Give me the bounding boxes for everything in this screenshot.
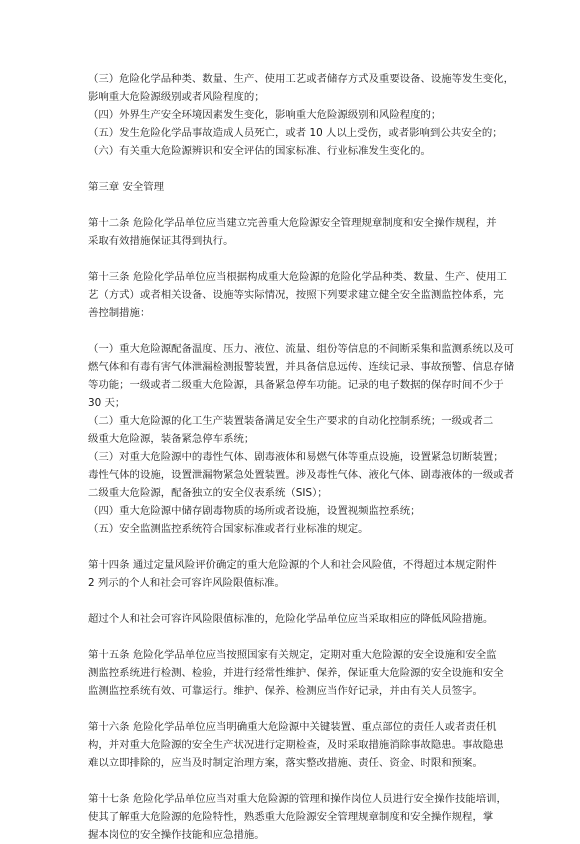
paragraph xyxy=(88,340,515,538)
text-line: 善控制措施： xyxy=(88,307,151,319)
text-line: 级重大危险源，装备紧急停车系统； xyxy=(88,433,255,445)
text-line: 毒性气体的设施，设置泄漏物紧急处置装置。涉及毒性气体、液化气体、剧毒液体的一级或者 xyxy=(88,469,515,481)
paragraph xyxy=(88,70,515,160)
paragraph xyxy=(88,790,506,844)
text-line: 艺（方式）或者相关设备、设施等实际情况，按照下列要求建立健全安全监测监控体系，完 xyxy=(88,289,504,301)
text-line: （五）安全监测监控系统符合国家标准或者行业标准的规定。 xyxy=(88,523,369,535)
text-line: 采取有效措施保证其得到执行。 xyxy=(88,235,234,247)
text-line: （三）危险化学品种类、数量、生产、使用工艺或者储存方式及重要设备、设施等发生变化， xyxy=(88,73,515,85)
paragraph xyxy=(88,178,506,196)
text-line: 构，并对重大危险源的安全生产状况进行定期检查，及时采取措施消除事故隐患。事故隐患 xyxy=(88,739,504,751)
text-line: 第十七条 危险化学品单位应当对重大危险源的管理和操作岗位人员进行安全操作技能培训， xyxy=(88,793,507,805)
text-line: （四）重大危险源中储存剧毒物质的场所或者设施，设置视频监控系统； xyxy=(88,505,421,517)
paragraph xyxy=(88,646,506,700)
text-line: （一）重大危险源配备温度、压力、液位、流量、组份等信息的不间断采集和监测系统以及可 xyxy=(88,343,515,355)
text-line: 2 列示的个人和社会可容许风险限值标准。 xyxy=(88,577,285,589)
text-line: （三）对重大危险源中的毒性气体、剧毒液体和易燃气体等重点设施，设置紧急切断装置； xyxy=(88,451,504,463)
text-line: 第十四条 通过定量风险评价确定的重大危险源的个人和社会风险值，不得超过本规定附件 xyxy=(88,559,497,571)
text-line: 使其了解重大危险源的危险特性，熟悉重大危险源安全管理规章制度和安全操作规程，掌 xyxy=(88,811,494,823)
text-line: 第十六条 危险化学品单位应当明确重大危险源中关键装置、重点部位的责任人或者责任机 xyxy=(88,721,497,733)
text-line: 测监控系统进行检测、检验，并进行经常性维护、保养，保证重大危险源的安全设施和安全 xyxy=(88,667,504,679)
paragraph xyxy=(88,214,506,250)
text-line: 第十二条 危险化学品单位应当建立完善重大危险源安全管理规章制度和安全操作规程，并 xyxy=(88,217,497,229)
text-line: （二）重大危险源的化工生产装置装备满足安全生产要求的自动化控制系统；一级或者二 xyxy=(88,415,494,427)
paragraph xyxy=(88,718,506,772)
text-line: 握本岗位的安全操作技能和应急措施。 xyxy=(88,829,265,841)
text-line: 二级重大危险源，配备独立的安全仪表系统（SIS）； xyxy=(88,487,328,499)
text-line: 燃气体和有毒有害气体泄漏检测报警装置，并具备信息远传、连续记录、事故预警、信息存储 xyxy=(88,361,515,373)
paragraph xyxy=(88,268,506,322)
paragraph xyxy=(88,610,506,628)
text-line: （四）外界生产安全环境因素发生变化，影响重大危险源级别和风险程度的； xyxy=(88,109,442,121)
text-line: 第十三条 危险化学品单位应当根据构成重大危险源的危险化学品种类、数量、生产、使用工 xyxy=(88,271,507,283)
text-line: （五）发生危险化学品事故造成人员死亡，或者 10 人以上受伤，或者影响到公共安全的； xyxy=(88,127,503,139)
text-line: 第三章 安全管理 xyxy=(88,181,165,193)
text-line: 第十五条 危险化学品单位应当按照国家有关规定，定期对重大危险源的安全设施和安全监 xyxy=(88,649,497,661)
text-line: 监测监控系统有效、可靠运行。维护、保养、检测应当作好记录，并由有关人员签字。 xyxy=(88,685,483,697)
text-line: 超过个人和社会可容许风险限值标准的，危险化学品单位应当采取相应的降低风险措施。 xyxy=(88,613,494,625)
text-line: 难以立即排除的，应当及时制定治理方案，落实整改措施、责任、资金、时限和预案。 xyxy=(88,757,483,769)
text-line: 等功能；一级或者二级重大危险源，具备紧急停车功能。记录的电子数据的保存时间不少于 xyxy=(88,379,504,391)
text-line: 影响重大危险源级别或者风险程度的； xyxy=(88,91,265,103)
text-line: （六）有关重大危险源辨识和安全评估的国家标准、行业标准发生变化的。 xyxy=(88,145,431,157)
paragraph xyxy=(88,556,506,592)
text-line: 30 天； xyxy=(88,397,126,409)
